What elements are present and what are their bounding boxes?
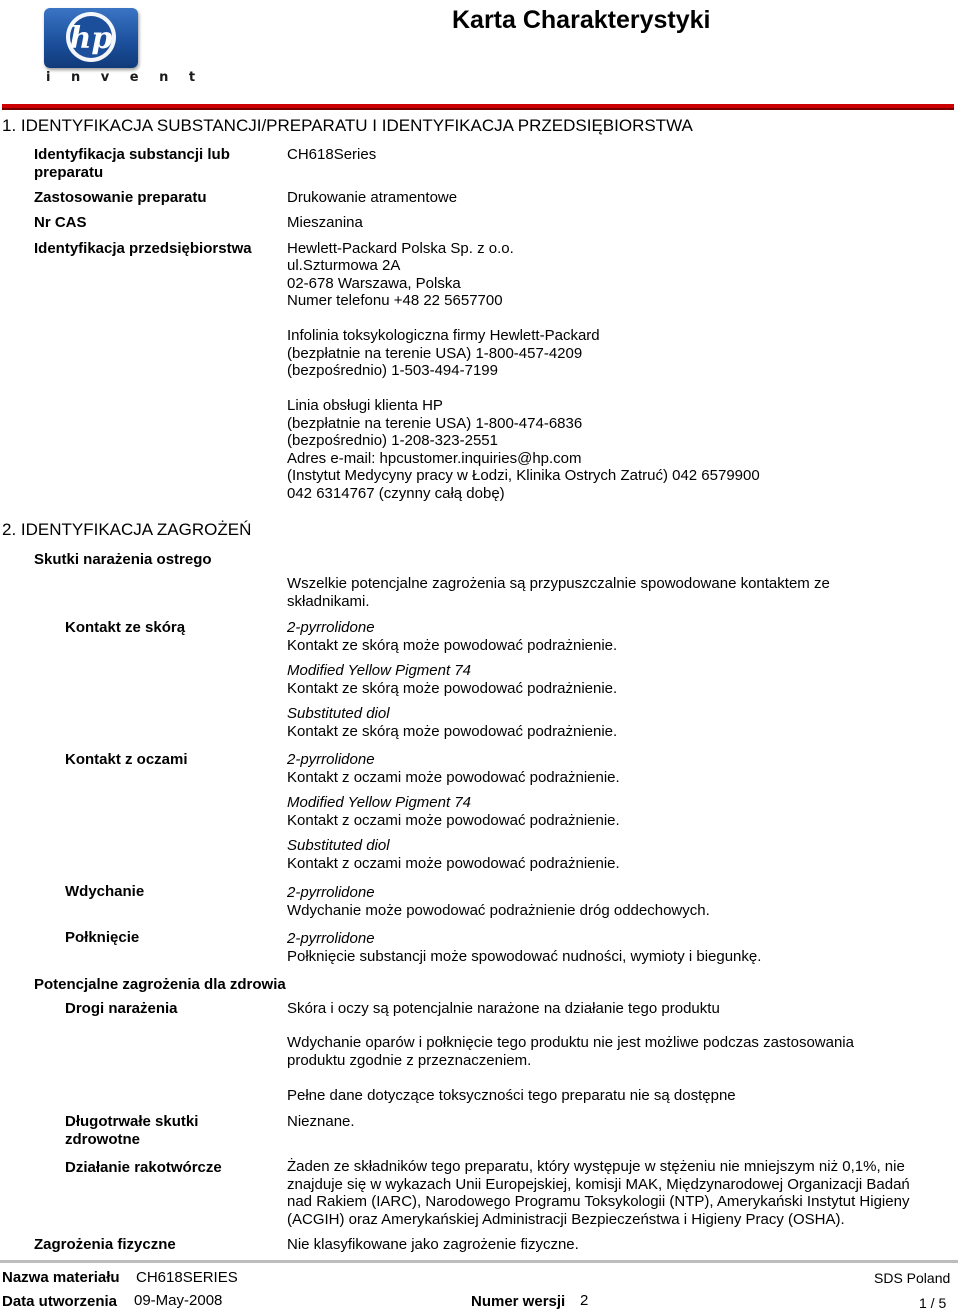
section1-heading: 1. IDENTYFIKACJA SUBSTANCJI/PREPARATU I IDENTYFIKACJA PRZEDSIĘBIORSTWA — [2, 116, 693, 135]
version-value: 2 — [580, 1292, 589, 1309]
address-line: Numer telefonu +48 22 5657700 — [287, 292, 503, 309]
component-name: Modified Yellow Pigment 74 — [287, 794, 471, 811]
customer-support — [287, 397, 760, 502]
support-email: Adres e-mail: hpcustomer.inquiries@hp.com — [287, 449, 582, 467]
section2-heading: 2. IDENTYFIKACJA ZAGROŻEŃ — [2, 520, 252, 539]
footer-rule — [0, 1260, 958, 1263]
hp-logo — [44, 8, 138, 68]
version-label: Numer wersji — [471, 1293, 566, 1310]
carc-line: (ACGIH) oraz Amerykańskiej Administracji Bezpieczeństwa i Higieny Pracy (OSHA). — [287, 1210, 845, 1228]
chronic-effects-value: Nieznane. — [287, 1113, 355, 1130]
acute-intro — [287, 575, 830, 610]
substance-label — [34, 146, 230, 182]
chronic-label-line: Długotrwałe skutki — [65, 1113, 199, 1130]
ingestion-label: Połknięcie — [65, 929, 140, 946]
eye-contact-label: Kontakt z oczami — [65, 751, 188, 768]
hotline-line: (bezpłatnie na terenie USA) 1-800-457-4209 — [287, 344, 583, 362]
support-line: Linia obsługi klienta HP — [287, 397, 443, 414]
cas-label: Nr CAS — [34, 214, 87, 231]
support-line: (bezpośrednio) 1-208-323-2551 — [287, 432, 498, 449]
substance-label-line1: Identyfikacja substancji lub — [34, 146, 230, 163]
logo-tagline: i n v e n t — [46, 70, 204, 85]
use-label: Zastosowanie preparatu — [34, 189, 207, 206]
skin-contact-entries — [287, 619, 617, 740]
substance-value: CH618Series — [287, 146, 377, 163]
component-name: 2-pyrrolidone — [287, 619, 375, 636]
creation-date-value: 09-May-2008 — [134, 1292, 223, 1309]
carcinogenicity-label: Działanie rakotwórcze — [65, 1159, 222, 1176]
hotline-line: (bezpośrednio) 1-503-494-7199 — [287, 362, 498, 379]
routes-line: Wdychanie oparów i połknięcie tego produktu nie jest możliwe podczas zastosowania — [287, 1034, 854, 1051]
document-title: Karta Charakterystyki — [452, 6, 711, 34]
physical-hazards-label: Zagrożenia fizyczne — [34, 1236, 176, 1253]
company-label: Identyfikacja przedsiębiorstwa — [34, 240, 252, 257]
component-name: 2-pyrrolidone — [287, 930, 375, 947]
inhalation-entry — [287, 884, 710, 919]
exposure-routes-2 — [287, 1034, 854, 1069]
creation-date-label: Data utworzenia — [2, 1293, 118, 1310]
hp-logo-mark — [44, 8, 138, 68]
hazard-text: Połknięcie substancji może spowodować nudności, wymioty i biegunkę. — [287, 947, 762, 965]
support-line: 042 6314767 (czynny całą dobę) — [287, 484, 505, 502]
address-line: 02-678 Warszawa, Polska — [287, 274, 461, 292]
acute-intro-line: składnikami. — [287, 592, 370, 610]
substance-label-line2: preparatu — [34, 164, 104, 181]
region-label: SDS Poland — [874, 1270, 951, 1286]
page-number: 1 / 5 — [919, 1295, 947, 1311]
carc-line: Żaden ze składników tego preparatu, który występuje w stężeniu nie mniejszym niż 0,1%, nie — [287, 1158, 905, 1175]
component-name: Modified Yellow Pigment 74 — [287, 662, 471, 679]
hazard-text: Kontakt z oczami może powodować podrażnienie. — [287, 854, 620, 872]
hp-logo-text: hp — [69, 21, 113, 56]
routes-line: produktu zgodnie z przeznaczeniem. — [287, 1051, 532, 1069]
support-line: (Instytut Medycyny pracy w Łodzi, Klinika Ostrych Zatruć) 042 6579900 — [287, 467, 760, 484]
hazard-text: Kontakt ze skórą może powodować podrażnienie. — [287, 679, 618, 697]
hazard-text: Kontakt z oczami może powodować podrażnienie. — [287, 811, 620, 829]
toxicology-hotline — [287, 327, 600, 380]
cas-value: Mieszanina — [287, 214, 363, 231]
header-rule — [2, 104, 954, 110]
inhalation-label: Wdychanie — [65, 883, 145, 900]
chronic-label-line: zdrowotne — [65, 1131, 140, 1148]
use-value: Drukowanie atramentowe — [287, 189, 458, 206]
component-name: Substituted diol — [287, 705, 390, 722]
carcinogenicity-value — [287, 1158, 910, 1228]
carc-line: nad Rakiem (IARC), Narodowego Programu Toksykologii (NTP), Amerykański Instytut Higieny — [287, 1193, 910, 1210]
hazard-text: Kontakt ze skórą może powodować podrażnienie. — [287, 636, 618, 654]
exposure-routes-label: Drogi narażenia — [65, 1000, 178, 1017]
support-line: (bezpłatnie na terenie USA) 1-800-474-6836 — [287, 414, 583, 432]
material-name-label: Nazwa materiału — [2, 1269, 120, 1286]
ingestion-entry — [287, 930, 761, 965]
chronic-effects-label — [65, 1113, 198, 1149]
carc-line: znajduje się w wykazach Unii Europejskiej, komisji MAK, Międzynarodowej Organizacji Badań — [287, 1175, 910, 1193]
hazard-text: Kontakt ze skórą może powodować podrażnienie. — [287, 722, 618, 740]
exposure-routes-1: Skóra i oczy są potencjalnie narażone na działanie tego produktu — [287, 1000, 720, 1017]
eye-contact-entries — [287, 751, 620, 872]
acute-intro-line: Wszelkie potencjalne zagrożenia są przypuszczalnie spowodowane kontaktem ze — [287, 575, 830, 592]
company-value: Hewlett-Packard Polska Sp. z o.o. — [287, 240, 514, 257]
acute-effects-label: Skutki narażenia ostrego — [34, 551, 212, 568]
physical-hazards-value: Nie klasyfikowane jako zagrożenie fizyczne. — [287, 1236, 579, 1253]
health-hazards-label: Potencjalne zagrożenia dla zdrowia — [34, 976, 286, 993]
exposure-routes-3: Pełne dane dotyczące toksyczności tego preparatu nie są dostępne — [287, 1087, 736, 1104]
component-name: 2-pyrrolidone — [287, 751, 375, 768]
component-name: Substituted diol — [287, 837, 390, 854]
component-name: 2-pyrrolidone — [287, 884, 375, 901]
skin-contact-label: Kontakt ze skórą — [65, 619, 186, 636]
company-address — [287, 257, 503, 310]
address-line: ul.Szturmowa 2A — [287, 257, 401, 274]
hotline-line: Infolinia toksykologiczna firmy Hewlett-Packard — [287, 327, 600, 344]
material-name-value: CH618SERIES — [136, 1269, 238, 1286]
hazard-text: Wdychanie może powodować podrażnienie dróg oddechowych. — [287, 901, 710, 919]
hazard-text: Kontakt z oczami może powodować podrażnienie. — [287, 768, 620, 786]
